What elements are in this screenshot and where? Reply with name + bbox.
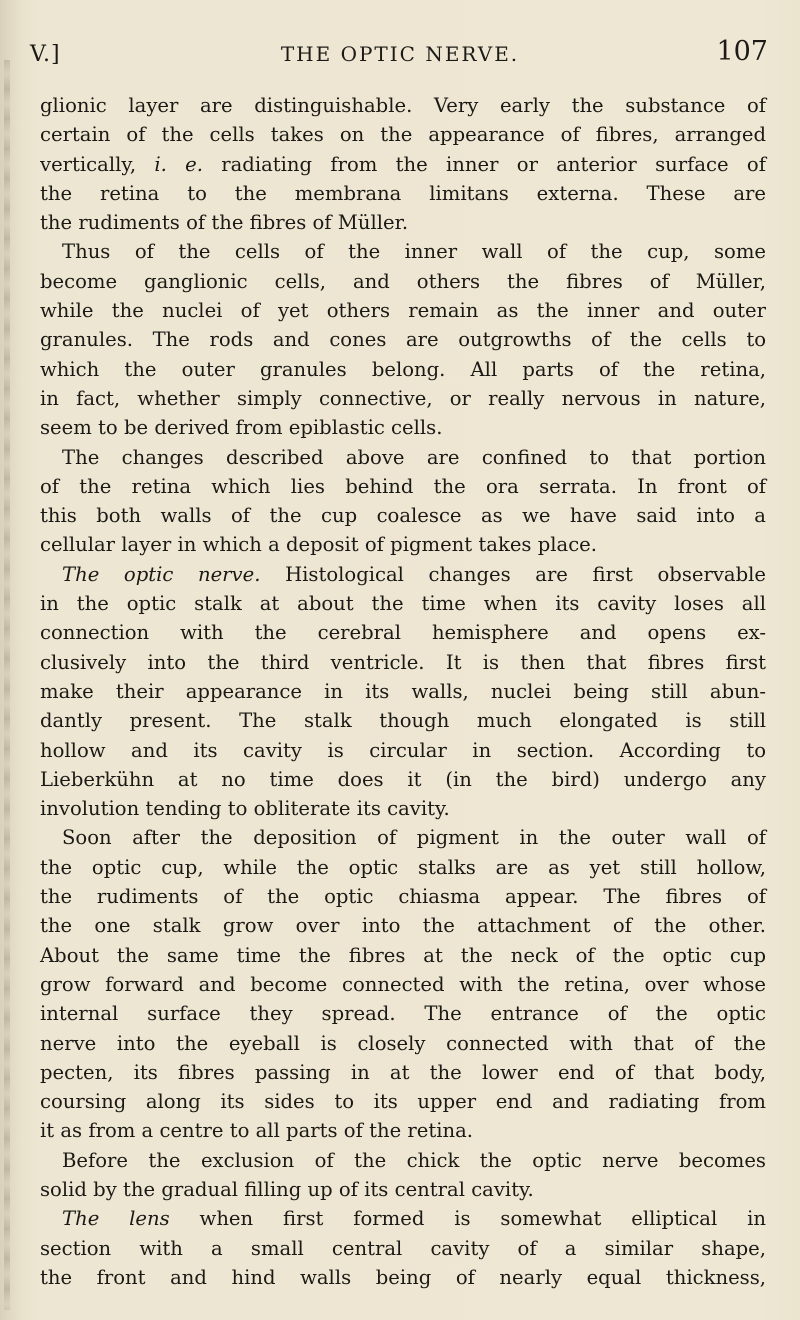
text-line (40, 443, 766, 472)
line-text: Lieberkühn at no time does it (in the bird) undergo any (40, 767, 766, 791)
text-line (40, 1087, 766, 1116)
line-text: hollow and its cavity is circular in section. According to (40, 738, 766, 762)
line-text: the retina to the membrana limitans externa. These are (40, 181, 766, 205)
line-text: the rudiments of the fibres of Müller. (40, 211, 409, 235)
text-line (40, 1116, 766, 1145)
line-text: cellular layer in which a deposit of pigment takes place. (40, 533, 597, 557)
line-text-after: radiating from the inner or anterior surface of (202, 152, 766, 176)
text-line (40, 472, 766, 501)
text-line (40, 706, 766, 735)
text-line (40, 1234, 766, 1263)
text-line (40, 941, 766, 970)
line-text: About the same time the fibres at the neck of the optic cup (40, 943, 766, 967)
line-text: it as from a centre to all parts of the retina. (40, 1119, 474, 1143)
text-line (40, 736, 766, 765)
line-text: granules. The rods and cones are outgrowths of the cells to (40, 328, 766, 352)
line-text: of the retina which lies behind the ora serrata. In front of (40, 474, 766, 498)
line-text: the one stalk grow over into the attachment of the other. (40, 914, 766, 938)
text-line (40, 589, 766, 618)
text-line (40, 530, 766, 559)
line-text: solid by the gradual filling up of its central cavity. (40, 1177, 534, 1201)
text-line (40, 325, 766, 354)
line-text: Thus of the cells of the inner wall of the cup, some (62, 240, 766, 264)
text-line (40, 296, 766, 325)
line-text: become ganglionic cells, and others the fibres of Müller, (40, 269, 766, 293)
text-line (40, 413, 766, 442)
body-text (40, 91, 766, 1292)
line-text: connection with the cerebral hemisphere and opens ex- (40, 621, 766, 645)
text-line (40, 853, 766, 882)
line-text: the rudiments of the optic chiasma appear. The fibres of (40, 885, 766, 909)
line-text: seem to be derived from epiblastic cells. (40, 416, 443, 440)
line-text: in fact, whether simply connective, or really nervous in nature, (40, 386, 766, 410)
line-text: pecten, its fibres passing in at the lower end of that body, (40, 1060, 766, 1084)
text-line (40, 823, 766, 852)
text-line (40, 1175, 766, 1204)
text-line (40, 91, 766, 120)
line-text: while the nuclei of yet others remain as the inner and outer (40, 299, 766, 323)
text-line (40, 1029, 766, 1058)
line-text: nerve into the eyeball is closely connected with that of the (40, 1031, 766, 1055)
running-chapter: V.] (30, 42, 61, 67)
text-line (40, 648, 766, 677)
line-text: the optic cup, while the optic stalks are as yet still hollow, (40, 855, 766, 879)
line-text: The changes described above are confined to that portion (62, 445, 766, 469)
text-line (40, 120, 766, 149)
line-text: which the outer granules belong. All parts of the retina, (40, 357, 766, 381)
text-line (40, 794, 766, 823)
text-line (40, 618, 766, 647)
line-text: vertically, (40, 152, 155, 176)
line-text: internal surface they spread. The entrance of the optic (40, 1002, 766, 1026)
text-line (40, 237, 766, 266)
line-text: certain of the cells takes on the appearance of fibres, arranged (40, 123, 766, 147)
text-line (40, 1204, 766, 1233)
running-title: THE OPTIC NERVE. (280, 42, 520, 66)
text-line (40, 384, 766, 413)
line-text: section with a small central cavity of a similar shape, (40, 1236, 766, 1260)
line-text: glionic layer are distinguishable. Very early the substance of (40, 94, 766, 117)
line-text: in the optic stalk at about the time when its cavity loses all (40, 592, 766, 616)
line-text: involution tending to obliterate its cavity. (40, 797, 450, 821)
line-text: this both walls of the cup coalesce as we have said into a (40, 504, 766, 528)
line-text: dantly present. The stalk though much elongated is still (40, 709, 766, 733)
line-text-after: when first formed is somewhat elliptical in (169, 1207, 766, 1231)
line-text-after: Histological changes are first observable (260, 562, 767, 586)
page-gutter-shadow (4, 60, 10, 1310)
text-line (40, 1058, 766, 1087)
text-line (40, 677, 766, 706)
line-italic: The optic nerve. (62, 562, 261, 586)
text-line (40, 208, 766, 237)
line-text: clusively into the third ventricle. It is then that fibres first (40, 650, 766, 674)
line-text: Before the exclusion of the chick the optic nerve becomes (62, 1148, 766, 1172)
text-line (40, 501, 766, 530)
line-text: make their appearance in its walls, nuclei being still abun- (40, 679, 766, 703)
line-text: Soon after the deposition of pigment in the outer wall of (62, 826, 766, 850)
line-text: the front and hind walls being of nearly equal thickness, (40, 1265, 766, 1289)
page-number: 107 (716, 36, 768, 67)
text-line (40, 1146, 766, 1175)
text-line (40, 150, 766, 179)
text-line (40, 560, 766, 589)
text-line (40, 267, 766, 296)
text-line (40, 179, 766, 208)
line-italic: i. e. (154, 152, 203, 176)
text-line (40, 882, 766, 911)
text-line (40, 911, 766, 940)
line-italic: The lens (62, 1207, 170, 1231)
text-line (40, 1263, 766, 1292)
text-line (40, 999, 766, 1028)
text-line (40, 970, 766, 999)
text-line (40, 765, 766, 794)
line-text: coursing along its sides to its upper end and radiating from (40, 1090, 766, 1114)
text-line (40, 355, 766, 384)
line-text: grow forward and become connected with the retina, over whose (40, 972, 766, 996)
running-header (0, 14, 800, 67)
